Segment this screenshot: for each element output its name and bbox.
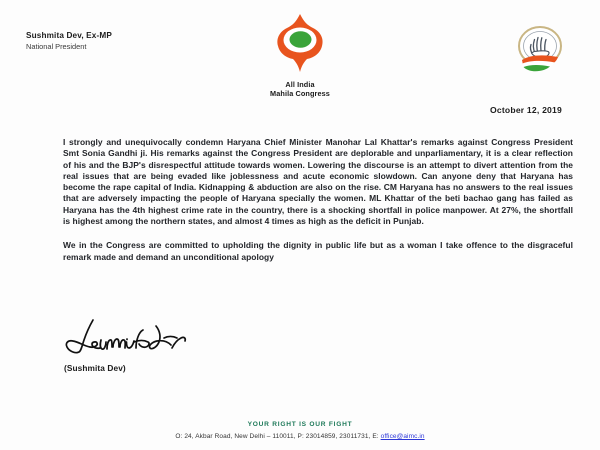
footer-address — [0, 433, 600, 440]
footer-email-link[interactable]: office@aimc.in — [380, 433, 425, 440]
letter-date: October 12, 2019 — [490, 105, 562, 115]
organization-logo-block — [0, 12, 600, 99]
organization-caption-line1: All India — [285, 80, 315, 89]
footer-address-text: O: 24, Akbar Road, New Delhi – 110011, P: 23014859, 23011731, E: — [175, 433, 381, 440]
handwritten-signature-icon — [60, 318, 190, 362]
party-logo-block — [513, 24, 567, 74]
paragraph-2: We in the Congress are committed to upholding the dignity in public life but as a woman I take offence to the disgraceful remark made and demand an unconditional apology — [63, 240, 573, 262]
organization-caption — [0, 80, 600, 99]
letter-body — [63, 137, 573, 263]
footer-slogan: YOUR RIGHT IS OUR FIGHT — [247, 421, 353, 428]
paragraph-1: I strongly and unequivocally condemn Haryana Chief Minister Manohar Lal Khattar's remarks against Congress President Smt Sonia Gandhi ji. His remarks against the Congress President are deplorable and unparliamentary, it is a clear reflection of his and the BJP's disrespectful attitude towards women. Lowering the discourse is an attempt to divert attention from the real issues that are being evaded like joblessness and acute economic slowdown. Can anyone deny that Haryana has become the rape capital of India. Kidnapping & abduction are also on the rise. CM Haryana has no answers to the real issues that are adversely impacting the people of Haryana specially the women. ML Khattar of the beti bachao gang has failed as Haryana has the 4th highest crime rate in the country, there is a shocking shortfall in police manpower. At 27%, the shortfall is highest among the northern states, and almost 4 times as high as the deficit in Punjab. — [63, 137, 573, 227]
sender-role: National President — [26, 42, 87, 52]
indian-national-congress-hand-logo-icon — [513, 24, 567, 74]
letter-footer — [0, 421, 600, 440]
letterhead — [0, 0, 600, 105]
all-india-mahila-congress-logo-icon — [274, 12, 326, 74]
sender-name: Sushmita Dev, Ex-MP — [26, 31, 112, 40]
organization-caption-line2: Mahila Congress — [270, 89, 330, 99]
signatory-name: (Sushmita Dev) — [64, 363, 126, 373]
signature-block — [60, 318, 280, 373]
